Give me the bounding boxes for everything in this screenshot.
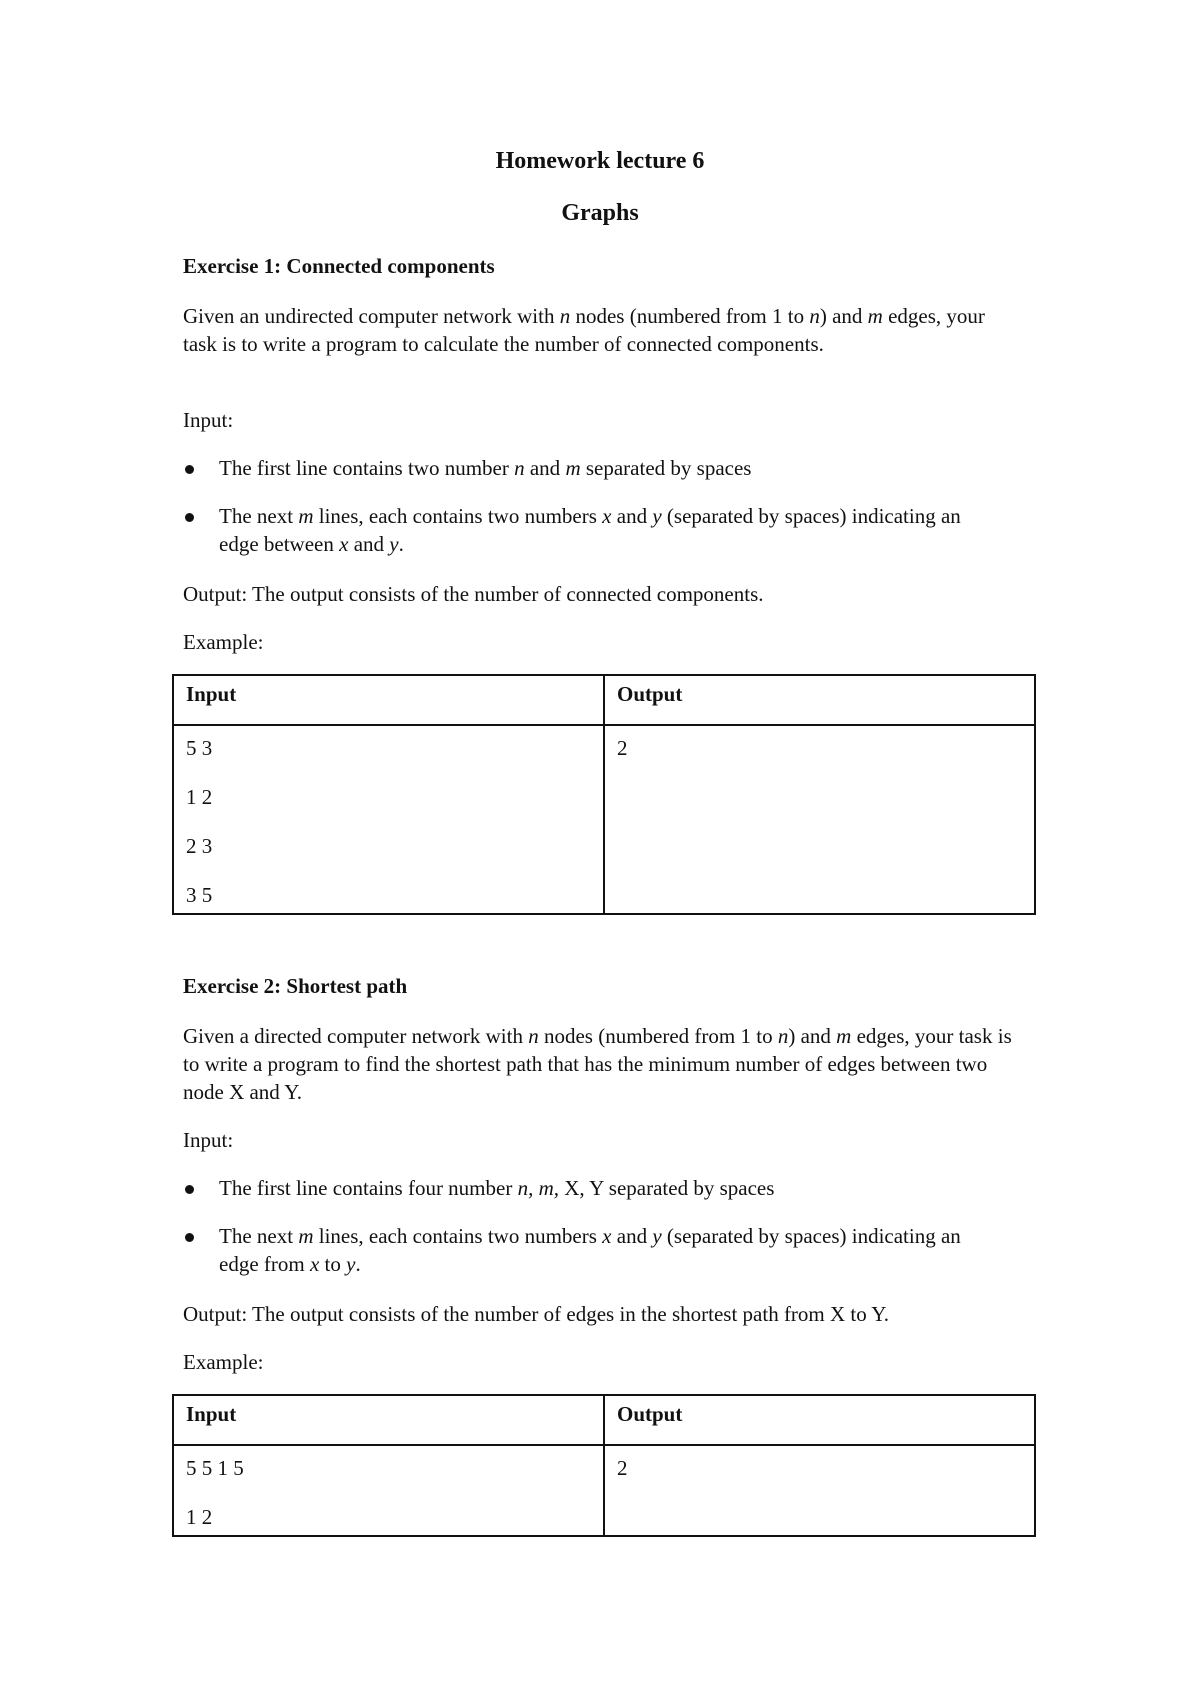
table-row bbox=[173, 725, 1035, 914]
output-header: Output bbox=[604, 1395, 1035, 1445]
exercise1-input-label: Input: bbox=[183, 408, 234, 432]
input-line: 1 2 bbox=[186, 785, 213, 809]
exercise2-output-text: Output: The output consists of the number of edges in the shortest path from X to Y. bbox=[183, 1302, 889, 1326]
document-subtitle: Graphs bbox=[561, 200, 639, 226]
input-header: Input bbox=[173, 1395, 604, 1445]
table-header-row bbox=[173, 675, 1035, 725]
exercise2-example-table bbox=[172, 1394, 1036, 1537]
exercise1-bullet-1: The first line contains two number n and m separated by spaces bbox=[183, 454, 1043, 482]
table-header-row bbox=[173, 1395, 1035, 1445]
input-line: 1 2 bbox=[186, 1505, 213, 1529]
input-cell bbox=[173, 725, 604, 914]
input-line: 5 3 bbox=[186, 736, 213, 760]
exercise1-example-table bbox=[172, 674, 1036, 915]
input-header: Input bbox=[173, 675, 604, 725]
table-row bbox=[173, 1445, 1035, 1536]
input-line: 5 5 1 5 bbox=[186, 1456, 244, 1480]
output-line: 2 bbox=[617, 1456, 628, 1480]
exercise2-example-label: Example: bbox=[183, 1350, 264, 1374]
exercise2-bullet-2: The next m lines, each contains two numbers x and y (separated by spaces) indicating an edge from x to y. bbox=[183, 1222, 1043, 1278]
input-line: 2 3 bbox=[186, 834, 213, 858]
bullet-icon bbox=[185, 1185, 194, 1194]
exercise1-bullet-2: The next m lines, each contains two numbers x and y (separated by spaces) indicating an edge between x and y. bbox=[183, 502, 1043, 558]
document-title: Homework lecture 6 bbox=[495, 148, 705, 174]
output-line: 2 bbox=[617, 736, 628, 760]
bullet-icon bbox=[185, 465, 194, 474]
bullet-icon bbox=[185, 1233, 194, 1242]
exercise1-example-label: Example: bbox=[183, 630, 264, 654]
input-cell bbox=[173, 1445, 604, 1536]
exercise2-heading: Exercise 2: Shortest path bbox=[183, 974, 408, 998]
bullet-icon bbox=[185, 513, 194, 522]
output-cell bbox=[604, 1445, 1035, 1536]
exercise1-description: Given an undirected computer network with n nodes (numbered from 1 to n) and m edges, your task is to write a program to calculate the number of connected components. bbox=[183, 304, 985, 356]
exercise2-description: Given a directed computer network with n nodes (numbered from 1 to n) and m edges, your task is to write a program to find the shortest path that has the minimum number of edges between two node X and Y. bbox=[183, 1024, 1012, 1104]
output-header: Output bbox=[604, 675, 1035, 725]
input-line: 3 5 bbox=[186, 883, 213, 907]
exercise2-input-label: Input: bbox=[183, 1128, 234, 1152]
exercise1-heading: Exercise 1: Connected components bbox=[183, 254, 495, 278]
exercise2-bullet-1: The first line contains four number n, m, X, Y separated by spaces bbox=[183, 1174, 1043, 1202]
output-cell bbox=[604, 725, 1035, 914]
exercise1-output-text: Output: The output consists of the number of connected components. bbox=[183, 582, 764, 606]
